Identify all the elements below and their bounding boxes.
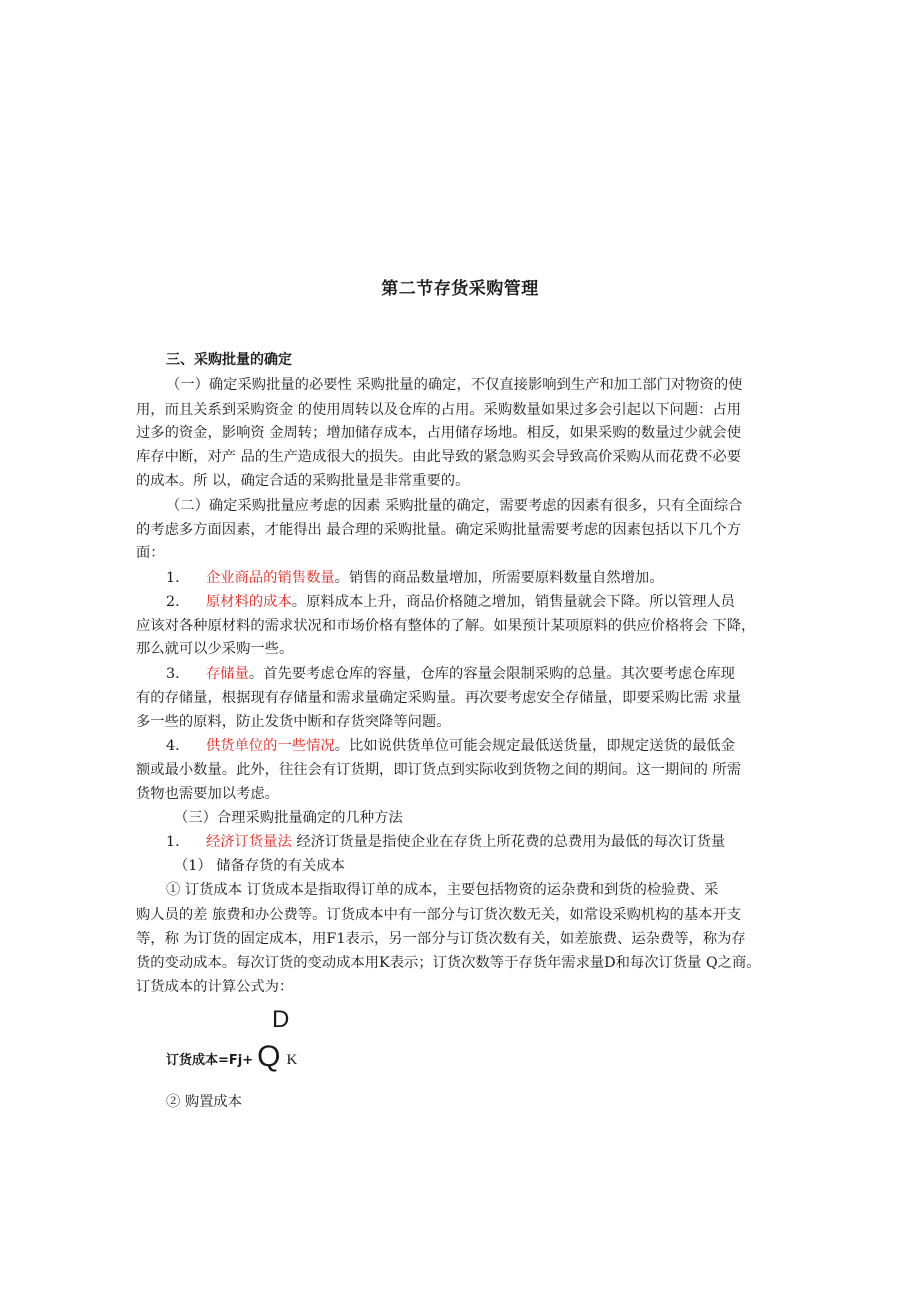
item-keyword: 企业商品的销售数量 bbox=[206, 570, 335, 586]
paragraph-line: 库存中断，对产 品的生产造成很大的损失。由此导致的紧急购买会导致高价采购从而花费不必要 bbox=[136, 449, 742, 465]
paragraph-line: 有的存储量，根据现有存储量和需求量确定采购量。再次要考虑安全存储量，即要采购比需 求量 bbox=[136, 690, 742, 706]
paragraph-line: 货物也需要加以考虑。 bbox=[136, 786, 279, 802]
item-text: 经济订货量是指使企业在存货上所花费的总费用为最低的每次订货量 bbox=[291, 834, 726, 850]
list-item bbox=[166, 736, 735, 756]
list-item bbox=[166, 832, 725, 852]
paragraph-line: 用，而且关系到采购资金 的使用周转以及仓库的占用。采购数量如果过多会引起以下问题：占用 bbox=[136, 402, 742, 418]
item-number: 2. bbox=[166, 594, 180, 610]
paragraph-line: 货的变动成本。每次订货的变动成本用K表示；订货次数等于存货年需求量D和每次订货量 Q之商。 bbox=[136, 955, 761, 971]
item-keyword: 经济订货量法 bbox=[206, 834, 292, 850]
paragraph-line: 购人员的差 旅费和办公费等。订货成本中有一部分与订货次数无关，如常设采购机构的基本开支 bbox=[136, 907, 742, 923]
item-text: 。销售的商品数量增加，所需要原料数量自然增加。 bbox=[334, 570, 664, 586]
item-keyword: 原材料的成本 bbox=[206, 594, 292, 610]
formula-numerator: D bbox=[272, 1006, 290, 1033]
paragraph-line: 应该对各种原材料的需求状况和市场价格有整体的了解。如果预计某项原料的供应价格将会 下降， bbox=[136, 618, 756, 634]
item-number: 4. bbox=[166, 738, 180, 754]
page-title: 第二节存货采购管理 bbox=[381, 279, 539, 299]
item-text: 。首先要考虑仓库的容量，仓库的容量会限制采购的总量。其次要考虑仓库现 bbox=[248, 666, 735, 682]
list-item bbox=[166, 664, 735, 684]
paragraph-line: 额或最小数量。此外，往往会有订货期，即订货点到实际收到货物之间的期间。这一期间的 所需 bbox=[136, 762, 742, 778]
paragraph-line: 订货成本的计算公式为： bbox=[136, 979, 294, 995]
list-item bbox=[166, 592, 735, 612]
paragraph-line: 多一些的原料，防止发货中断和存货突降等问题。 bbox=[136, 714, 451, 730]
paragraph-line: ② 购置成本 bbox=[166, 1094, 243, 1110]
subsection-heading: （三）合理采购批量确定的几种方法 bbox=[174, 810, 403, 826]
paragraph-line: （二）确定采购批量应考虑的因素 采购批量的确定，需要考虑的因素有很多，只有全面综合 bbox=[166, 498, 743, 514]
item-text: 。比如说供货单位可能会规定最低送货量，即规定送货的最低金 bbox=[334, 738, 735, 754]
paragraph-line: 的考虑多方面因素，才能得出 最合理的采购批量。确定采购批量需要考虑的因素包括以下几个方 bbox=[136, 522, 742, 538]
list-item bbox=[166, 568, 664, 588]
paragraph-line: 那么就可以少采购一些。 bbox=[136, 641, 294, 657]
paragraph-line: ① 订货成本 订货成本是指取得订单的成本，主要包括物资的运杂费和到货的检验费、采 bbox=[166, 882, 719, 898]
section-heading: 三、采购批量的确定 bbox=[166, 352, 292, 368]
item-number: 1. bbox=[166, 570, 180, 586]
paragraph-line: 的成本。所 以，确定合适的采购批量是非常重要的。 bbox=[136, 473, 470, 489]
formula-q: Q bbox=[257, 1040, 281, 1073]
item-text: 。原料成本上升，商品价格随之增加，销售量就会下降。所以管理人员 bbox=[291, 594, 735, 610]
formula bbox=[166, 1040, 297, 1074]
item-number: 1. bbox=[166, 834, 180, 850]
paragraph-line: 过多的资金，影响资 金周转；增加储存成本，占用储存场地。相反，如果采购的数量过少就会使 bbox=[136, 425, 742, 441]
paragraph-line: （一）确定采购批量的必要性 采购批量的确定，不仅直接影响到生产和加工部门对物资的使 bbox=[166, 377, 743, 393]
item-keyword: 存储量 bbox=[206, 666, 249, 682]
paragraph-line: 等，称 为订货的固定成本，用F1表示，另一部分与订货次数有关，如差旅费、运杂费等，称为存 bbox=[136, 931, 746, 947]
formula-k: K bbox=[286, 1052, 298, 1068]
formula-label: 订货成本=Fj+ bbox=[166, 1053, 254, 1068]
item-keyword: 供货单位的一些情况 bbox=[206, 738, 335, 754]
paragraph-line: 面： bbox=[136, 545, 165, 561]
item-number: 3. bbox=[166, 666, 180, 682]
subsection-heading: （1） 储备存货的有关成本 bbox=[174, 858, 345, 874]
